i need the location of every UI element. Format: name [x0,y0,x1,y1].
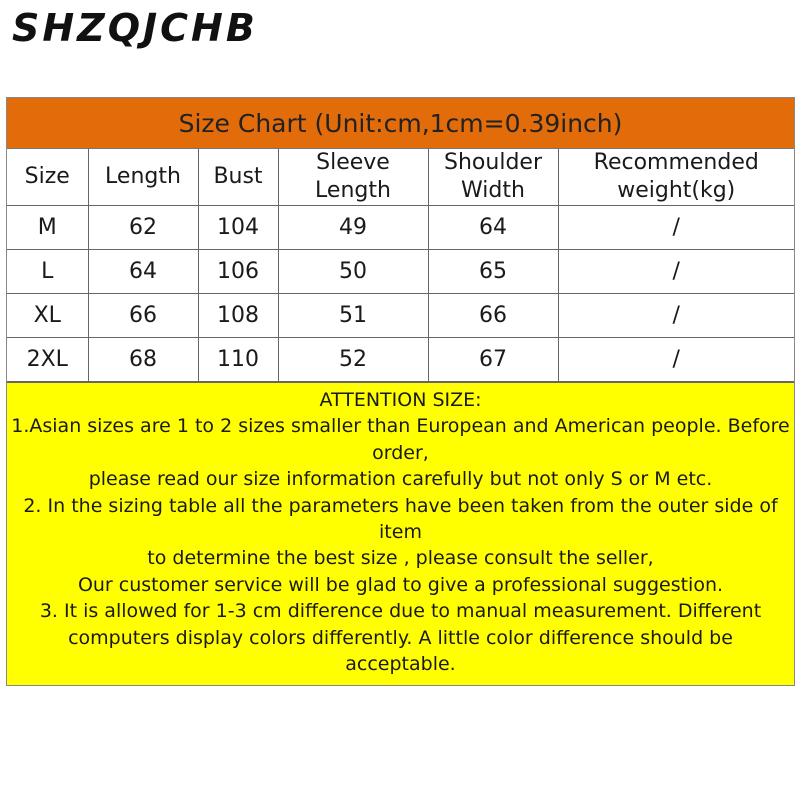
header-sleeve-length: Sleeve Length [278,149,428,206]
cell-bust: 110 [198,338,278,382]
table-row [7,250,794,294]
cell-sleeve-length: 50 [278,250,428,294]
cell-bust: 106 [198,250,278,294]
header-shoulder-width: Shoulder Width [428,149,558,206]
cell-length: 66 [88,294,198,338]
cell-length: 64 [88,250,198,294]
header-length: Length [88,149,198,206]
cell-sleeve-length: 51 [278,294,428,338]
cell-shoulder-width: 67 [428,338,558,382]
cell-shoulder-width: 66 [428,294,558,338]
cell-bust: 104 [198,206,278,250]
header-size: Size [7,149,88,206]
cell-weight: / [558,250,794,294]
table-row [7,294,794,338]
notice-line: computers display colors differently. A little color difference should be acceptable. [68,626,733,676]
attention-notice [7,382,794,685]
cell-size: L [7,250,88,294]
notice-line: to determine the best size , please consult the seller, [147,547,654,570]
cell-length: 62 [88,206,198,250]
header-bust: Bust [198,149,278,206]
cell-size: XL [7,294,88,338]
table-row [7,338,794,382]
cell-size: 2XL [7,338,88,382]
cell-weight: / [558,338,794,382]
cell-sleeve-length: 52 [278,338,428,382]
header-recommended-weight: Recommended weight(kg) [558,149,794,206]
table-row [7,206,794,250]
cell-sleeve-length: 49 [278,206,428,250]
table-header-row [7,149,794,206]
notice-line: 1.Asian sizes are 1 to 2 sizes smaller than European and American people. Before order, [11,415,790,464]
cell-weight: / [558,294,794,338]
size-chart [6,97,795,686]
cell-shoulder-width: 65 [428,250,558,294]
cell-size: M [7,206,88,250]
size-table [7,149,794,382]
notice-line: Our customer service will be glad to give a professional suggestion. [77,573,724,596]
cell-weight: / [558,206,794,250]
chart-title: Size Chart (Unit:cm,1cm=0.39inch) [7,98,794,149]
cell-shoulder-width: 64 [428,206,558,250]
cell-length: 68 [88,338,198,382]
cell-bust: 108 [198,294,278,338]
notice-line: please read our size information carefully but not only S or M etc. [88,468,713,491]
notice-heading: ATTENTION SIZE: [319,389,482,411]
notice-line: 3. It is allowed for 1-3 cm difference due to manual measurement. Different [39,600,762,623]
brand-logo: SHZQJCHB [12,6,258,50]
notice-line: 2. In the sizing table all the parameters have been taken from the outer side of item [23,494,778,544]
